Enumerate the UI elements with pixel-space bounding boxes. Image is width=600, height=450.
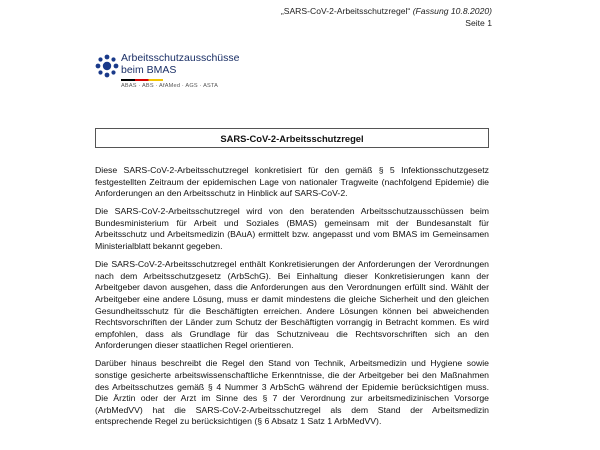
paragraph-3: Die SARS-CoV-2-Arbeitsschutzregel enthält Konkretisierungen der Anforderungen der Verordnungen nach dem Arbeitsschutzgesetz (ArbSchG). Bei Einhaltung dieser Konkretisierungen kann der Arbeitgeber davon ausgehen, dass die Anforderungen aus den Verordnungen erfüllt sind. Wählt der Arbeitgeber eine andere Lösung, muss er damit mindestens die gleiche Sicherheit und den gleichen Gesundheitsschutz für die Beschäftigten erreichen. Andere Lösungen können bei abweichenden Rechtsvorschriften der Länder zum Schutz der Beschäftigten vorrangig in Betracht kommen. Es wird empfohlen, dass als Grundlage für das Schutzniveau die Rechtsvorschriften sich an den Anforderungen dieser staatlichen Regel orientieren. xyxy=(95,259,489,351)
logo-line-1: Arbeitsschutzausschüsse xyxy=(121,52,240,64)
header-title-line xyxy=(281,5,492,17)
logo-line-2: beim BMAS xyxy=(121,64,177,76)
logo-wordmark xyxy=(121,52,239,76)
document-title: SARS-CoV-2-Arbeitsschutzregel xyxy=(95,128,489,148)
paragraph-4: Darüber hinaus beschreibt die Regel den Stand von Technik, Arbeitsmedizin und Hygiene sowie sonstige gesicherte arbeitswissenschaftliche Erkenntnisse, die der Arbeitgeber bei den Maßnahmen des Arbeitsschutzes gemäß § 4 Nummer 3 ArbSchG während der Epidemie berücksichtigen muss. Die Ärztin oder der Arzt im Sinne des § 7 der Verordnung zur arbeitsmedizinischen Vorsorge (ArbMedVV) hat die SARS-CoV-2-Arbeitsschutzregel als dem Stand der Arbeitsmedizin entsprechende Regel zu berücksichtigen (§ 6 Absatz 1 Satz 1 ArbMedVV). xyxy=(95,358,489,427)
page-header xyxy=(281,5,492,29)
logo-flag-stripe xyxy=(121,79,163,81)
paragraph-1: Diese SARS-CoV-2-Arbeitsschutzregel konkretisiert für den gemäß § 5 Infektionsschutzgesetz festgestellten Zeitraum der epidemischen Lage von nationaler Tragweite (nachfolgend Epidemie) die Anforderungen an den Arbeitsschutz in Hinblick auf SARS-CoV-2. xyxy=(95,165,489,199)
molecule-logo-icon xyxy=(95,54,119,78)
paragraph-2: Die SARS-CoV-2-Arbeitsschutzregel wird von den beratenden Arbeitsschutzausschüssen beim Bundesministerium für Arbeit und Soziales (BMAS) gemeinsam mit der Bundesanstalt für Arbeitsschutz und Arbeitsmedizin (BAuA) ermittelt bzw. angepasst und vom BMAS im Gemeinsamen Ministerialblatt bekannt gegeben. xyxy=(95,206,489,252)
document-body xyxy=(95,165,489,434)
page-number: Seite 1 xyxy=(465,18,492,28)
logo-committees: ABAS · ABS · AfAMed · AGS · ASTA xyxy=(121,83,219,89)
header-title: „SARS-CoV-2-Arbeitsschutzregel“ xyxy=(280,6,411,16)
committee-logo xyxy=(95,52,265,94)
header-version: (Fassung 10.8.2020) xyxy=(412,6,492,16)
